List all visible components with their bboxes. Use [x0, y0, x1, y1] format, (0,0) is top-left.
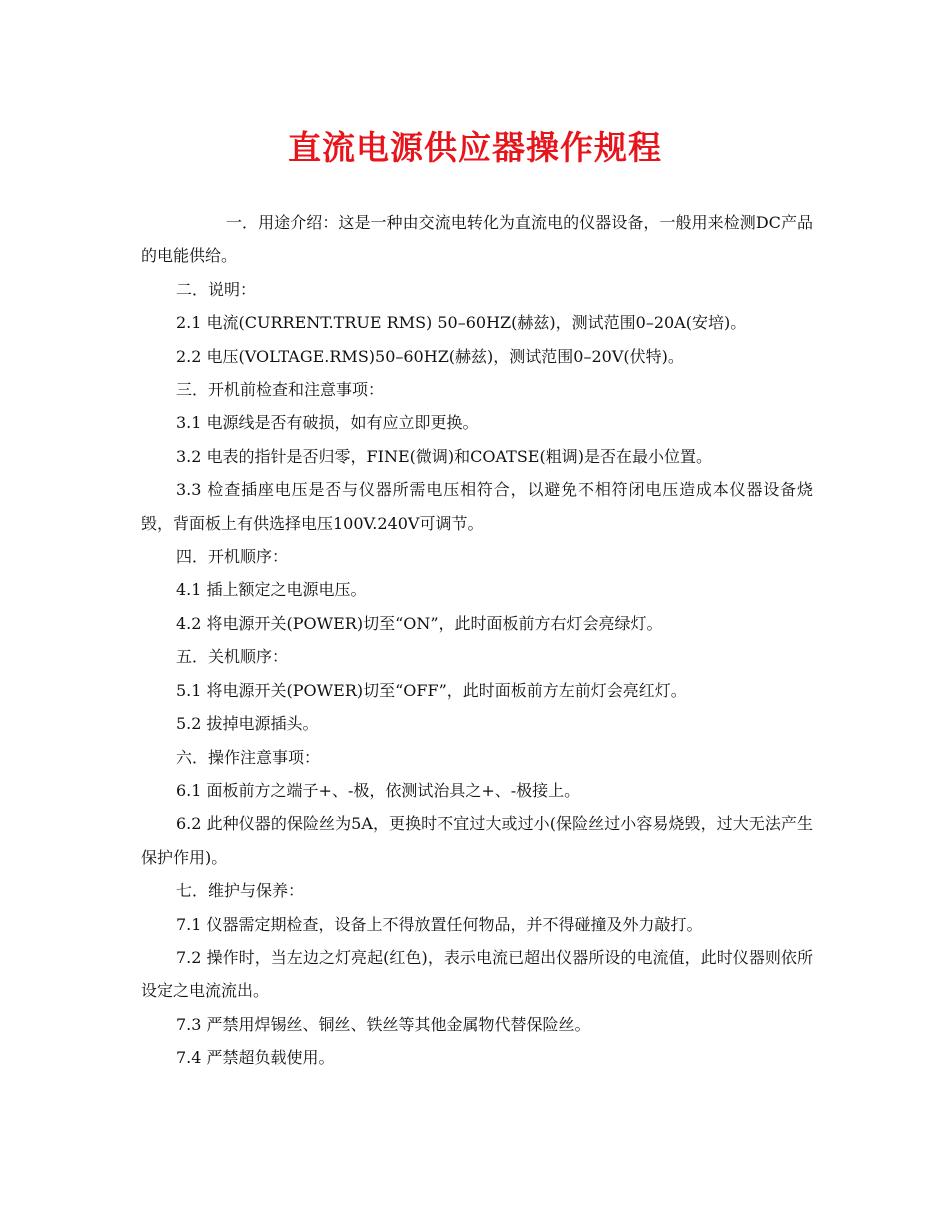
paragraph-7-1: 7.1 仪器需定期检查，设备上不得放置任何物品，并不得碰撞及外力敲打。 — [176, 914, 703, 934]
paragraph-4-1: 4.1 插上额定之电源电压。 — [176, 580, 367, 600]
section-heading-shutdown: 五．关机顺序： — [176, 647, 289, 667]
section-heading-maintenance: 七．维护与保养： — [176, 881, 305, 901]
paragraph-3-1: 3.1 电源线是否有破损，如有应立即更换。 — [176, 413, 479, 433]
paragraph-5-2: 5.2 拔掉电源插头。 — [176, 714, 319, 734]
paragraph-2-1-current: 2.1 电流(CURRENT.TRUE RMS) 50–60HZ(赫兹)，测试范围0–20A(安培)。 — [176, 313, 747, 333]
section-heading-startup: 四．开机顺序： — [176, 547, 289, 567]
paragraph-6-1: 6.1 面板前方之端子+、-极，依测试治具之+、-极接上。 — [176, 780, 581, 800]
section-heading-precheck: 三．开机前检查和注意事项： — [176, 380, 385, 400]
paragraph-7-3: 7.3 严禁用焊锡丝、铜丝、铁丝等其他金属物代替保险丝。 — [176, 1014, 591, 1034]
paragraph-3-3: 3.3 检查插座电压是否与仪器所需电压相符合，以避免不相符闭电压造成本仪器设备烧毁，背面板上有供选择电压100V.240V可调节。 — [141, 480, 813, 533]
section-heading-operation-notes: 六．操作注意事项： — [176, 747, 321, 767]
paragraph-4-2: 4.2 将电源开关(POWER)切至“ON”，此时面板前方右灯会亮绿灯。 — [176, 613, 663, 633]
paragraph-7-2: 7.2 操作时，当左边之灯亮起(红色)，表示电流已超出仪器所设的电流值，此时仪器则依所设定之电流流出。 — [141, 947, 813, 1001]
paragraph-5-1: 5.1 将电源开关(POWER)切至“OFF”，此时面板前方左前灯会亮红灯。 — [176, 680, 687, 700]
document-body — [141, 206, 813, 1075]
paragraph-7-4: 7.4 严禁超负载使用。 — [176, 1048, 335, 1068]
paragraph-purpose: 一．用途介绍：这是一种由交流电转化为直流电的仪器设备，一般用来检测DC产品的电能供给。 — [141, 213, 813, 266]
paragraph-2-2-voltage: 2.2 电压(VOLTAGE.RMS)50–60HZ(赫兹)，测试范围0–20V(伏特)。 — [176, 346, 684, 366]
paragraph-3-2: 3.2 电表的指针是否归零，FINE(微调)和COATSE(粗调)是否在最小位置。 — [176, 446, 712, 466]
paragraph-6-2: 6.2 此种仪器的保险丝为5A，更换时不宜过大或过小(保险丝过小容易烧毁，过大无法产生保护作用)。 — [141, 814, 813, 867]
page-title: 直流电源供应器操作规程 — [288, 128, 662, 167]
section-heading-description: 二．说明： — [176, 279, 257, 299]
